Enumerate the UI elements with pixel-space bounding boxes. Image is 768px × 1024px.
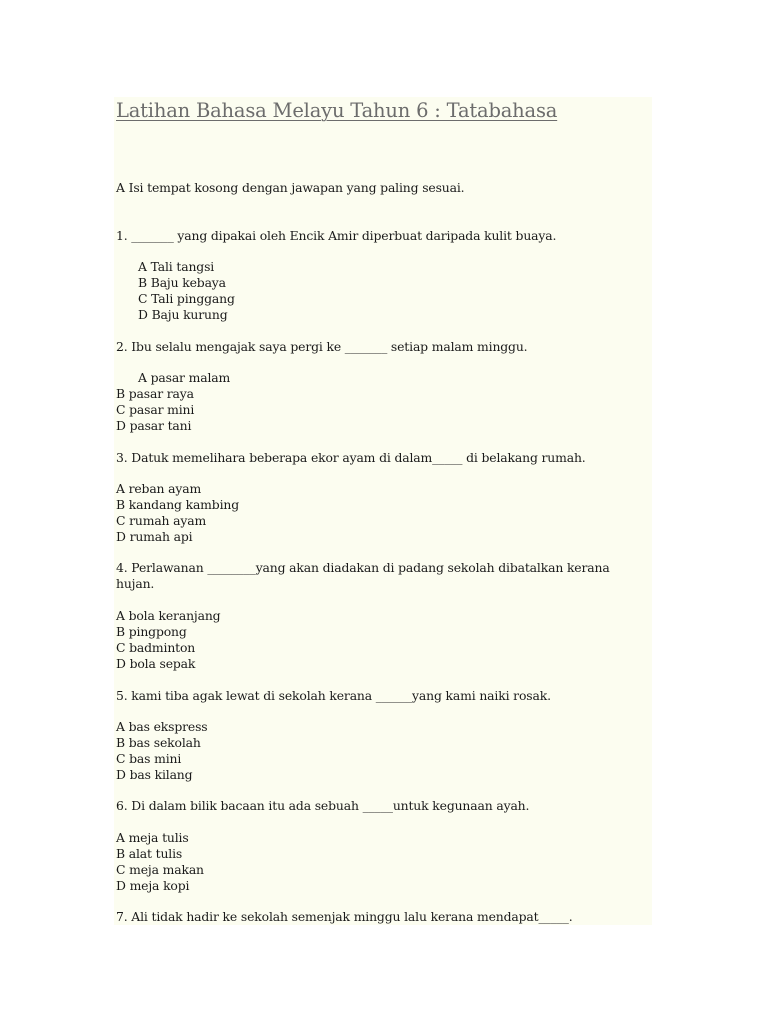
question-3-option-b: B kandang kambing <box>116 497 239 512</box>
document-title: Latihan Bahasa Melayu Tahun 6 : Tatabahasa <box>116 99 558 122</box>
question-1-option-a: A Tali tangsi <box>138 259 215 274</box>
question-7-text: 7. Ali tidak hadir ke sekolah semenjak minggu lalu kerana mendapat_____. <box>116 909 573 924</box>
question-4-option-a: A bola keranjang <box>116 608 221 623</box>
question-3-option-c: C rumah ayam <box>116 513 207 528</box>
question-2-option-a: A pasar malam <box>138 370 231 385</box>
question-5-option-a: A bas ekspress <box>116 719 208 734</box>
question-6-text: 6. Di dalam bilik bacaan itu ada sebuah _____untuk kegunaan ayah. <box>116 798 530 813</box>
question-5-option-b: B bas sekolah <box>116 735 201 750</box>
question-1-option-d: D Baju kurung <box>138 307 228 322</box>
question-5-text: 5. kami tiba agak lewat di sekolah kerana ______yang kami naiki rosak. <box>116 688 551 703</box>
question-5-option-c: C bas mini <box>116 751 182 766</box>
question-2-text: 2. Ibu selalu mengajak saya pergi ke _______ setiap malam minggu. <box>116 339 528 354</box>
question-5-option-d: D bas kilang <box>116 767 193 782</box>
question-4-option-d: D bola sepak <box>116 656 196 671</box>
question-4-option-c: C badminton <box>116 640 196 655</box>
question-4-option-b: B pingpong <box>116 624 187 639</box>
question-1-option-c: C Tali pinggang <box>138 291 235 306</box>
question-3-text: 3. Datuk memelihara beberapa ekor ayam di dalam_____ di belakang rumah. <box>116 450 586 465</box>
question-3-option-a: A reban ayam <box>116 481 202 496</box>
question-1-text: 1. _______ yang dipakai oleh Encik Amir diperbuat daripada kulit buaya. <box>116 228 557 243</box>
question-2-option-d: D pasar tani <box>116 418 192 433</box>
question-6-option-d: D meja kopi <box>116 878 190 893</box>
instruction-text: A Isi tempat kosong dengan jawapan yang paling sesuai. <box>116 180 465 195</box>
question-6-option-a: A meja tulis <box>116 830 189 845</box>
question-2-option-b: B pasar raya <box>116 386 194 401</box>
question-3-option-d: D rumah api <box>116 529 193 544</box>
question-6-option-b: B alat tulis <box>116 846 183 861</box>
question-1-option-b: B Baju kebaya <box>138 275 226 290</box>
question-6-option-c: C meja makan <box>116 862 204 877</box>
question-2-option-c: C pasar mini <box>116 402 195 417</box>
question-4-text: 4. Perlawanan ________yang akan diadakan di padang sekolah dibatalkan kerana hujan. <box>116 560 610 591</box>
